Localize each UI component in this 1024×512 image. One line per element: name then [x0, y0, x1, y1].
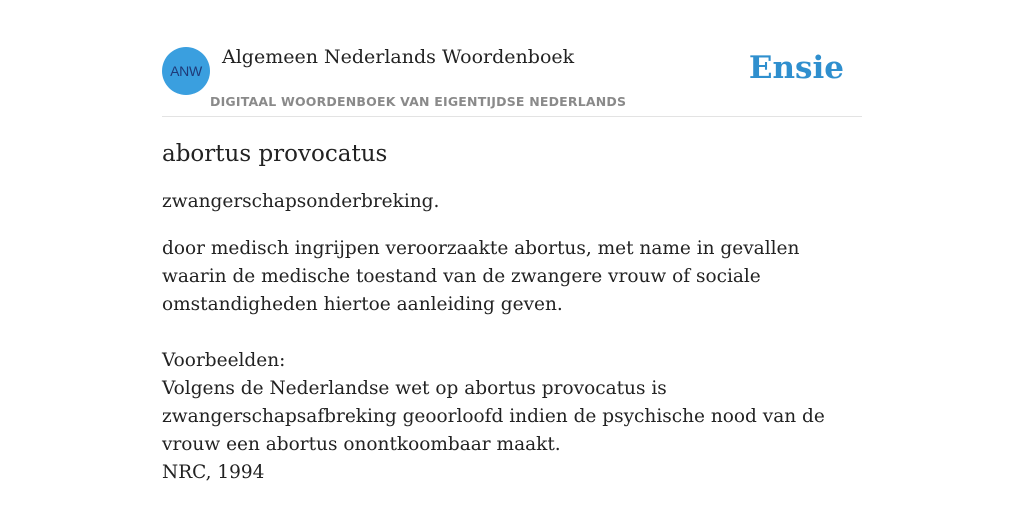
examples-label: Voorbeelden: [162, 350, 286, 371]
example-text: Volgens de Nederlandse wet op abortus provocatus is zwangerschapsafbreking geoorloofd indien de psychische nood van de vrouw een abortus onontkoombaar maakt. [162, 378, 825, 455]
examples-section [162, 347, 862, 487]
entry-term: abortus provocatus [162, 141, 388, 167]
ensie-brand-logo[interactable]: Ensie [748, 50, 844, 86]
dictionary-subtitle: DIGITAAL WOORDENBOEK VAN EIGENTIJDSE NEDERLANDS [210, 94, 627, 109]
entry-definition: door medisch ingrijpen veroorzaakte abortus, met name in gevallen waarin de medische toestand van de zwangere vrouw of sociale omstandigheden hiertoe aanleiding geven. [162, 238, 800, 315]
example-source: NRC, 1994 [162, 462, 265, 483]
anw-logo[interactable] [162, 47, 210, 95]
entry-synonym: zwangerschapsonderbreking. [162, 191, 440, 212]
dictionary-name[interactable]: Algemeen Nederlands Woordenboek [222, 46, 575, 68]
header [162, 46, 862, 117]
logo-text: ANW [170, 63, 202, 79]
entry-content [162, 138, 862, 487]
